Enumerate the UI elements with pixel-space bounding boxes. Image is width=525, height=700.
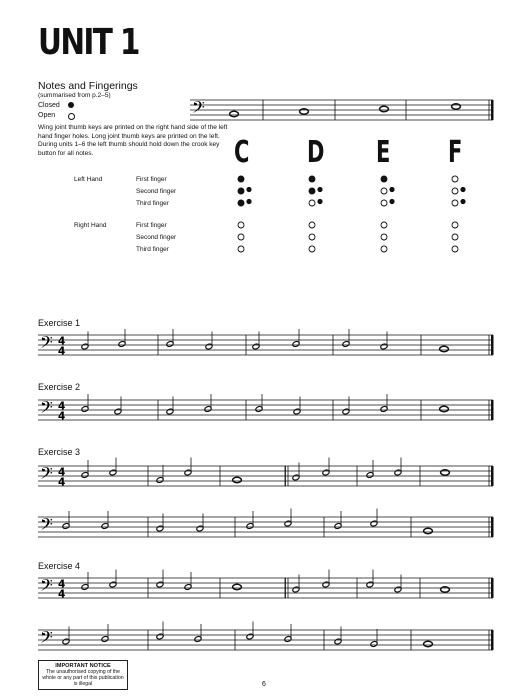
time-signature-top: 4: [58, 578, 66, 591]
notice-heading: IMPORTANT NOTICE: [55, 663, 111, 669]
time-signature-top: 4: [58, 466, 66, 479]
important-notice: [38, 660, 128, 690]
time-signature-bottom: 4: [58, 588, 66, 601]
whole-note: [424, 528, 433, 533]
right-hand-label: Right Hand: [74, 222, 107, 229]
note-letter-c: C: [234, 135, 250, 170]
open-hole-icon: [381, 222, 387, 228]
section-title: Notes and Fingerings: [38, 80, 138, 92]
left-second-finger-label: Second finger: [136, 188, 177, 195]
time-signature-top: 4: [58, 335, 66, 348]
open-hole-icon: [381, 188, 387, 194]
open-hole-icon: [309, 200, 315, 206]
note-letter-e: E: [376, 135, 391, 170]
bass-clef-icon: 𝄢: [40, 627, 53, 651]
time-signature-top: 4: [58, 400, 66, 413]
whole-note: [440, 406, 449, 411]
thumb-key-icon: [246, 199, 251, 204]
bass-clef-icon: 𝄢: [192, 97, 205, 121]
open-hole-icon: [238, 246, 244, 252]
left-first-finger-label: First finger: [136, 176, 167, 183]
whole-note: [233, 584, 242, 589]
open-hole-icon: [452, 176, 458, 182]
exercise-2-label: Exercise 2: [38, 382, 81, 392]
time-signature-bottom: 4: [58, 345, 66, 358]
final-bar-thick: [491, 100, 494, 120]
thumb-key-icon: [317, 199, 322, 204]
note-letter-d: D: [307, 135, 325, 170]
open-hole-icon: [309, 246, 315, 252]
closed-hole-icon: [238, 200, 244, 206]
closed-hole-icon: [309, 176, 315, 182]
thumb-key-icon: [389, 199, 394, 204]
closed-hole-icon: [381, 176, 387, 182]
open-hole-icon: [452, 222, 458, 228]
bass-clef-icon: 𝄢: [40, 397, 53, 421]
open-hole-icon: [238, 222, 244, 228]
open-hole-icon: [452, 246, 458, 252]
note-letter-f: F: [448, 135, 463, 170]
open-hole-icon: [452, 234, 458, 240]
left-third-finger-label: Third finger: [136, 200, 169, 207]
open-hole-icon: [238, 234, 244, 240]
section-subtitle: (summarised from p.2–5): [38, 92, 111, 99]
final-bar-thick: [491, 517, 494, 537]
exercise-1-label: Exercise 1: [38, 318, 81, 328]
bass-clef-icon: 𝄢: [40, 514, 53, 538]
open-hole-icon: [452, 200, 458, 206]
whole-note: [440, 346, 449, 351]
exercise-4-label: Exercise 4: [38, 561, 81, 571]
open-hole-icon: [309, 234, 315, 240]
open-hole-icon: [381, 246, 387, 252]
unit-title: UNIT 1: [38, 22, 139, 63]
time-signature-bottom: 4: [58, 476, 66, 489]
final-bar-thick: [491, 335, 494, 355]
whole-note: [230, 111, 239, 116]
notice-text: The unauthorised copying of the whole or any part of this publication is illegal: [42, 669, 124, 687]
bass-clef-icon: 𝄢: [40, 575, 53, 599]
legend-open-label: Open: [38, 112, 56, 119]
final-bar-thick: [491, 578, 494, 598]
thumb-key-icon: [246, 187, 251, 192]
final-bar-thick: [491, 630, 494, 650]
bass-clef-icon: 𝄢: [40, 463, 53, 487]
right-second-finger-label: Second finger: [136, 234, 177, 241]
fingering-description: Wing joint thumb keys are printed on the right hand side of the left hand finger holes. Long joint thumb keys are printed on the left. During units 1–6 the left thumb should hold down the crook key button for all notes.: [38, 124, 228, 157]
whole-note: [424, 641, 433, 646]
closed-hole-icon: [309, 188, 315, 194]
right-third-finger-label: Third finger: [136, 246, 169, 253]
whole-note: [233, 477, 242, 482]
left-hand-label: Left Hand: [74, 176, 103, 183]
exercise-3-label: Exercise 3: [38, 447, 81, 457]
open-hole-icon: [309, 222, 315, 228]
open-hole-icon: [381, 234, 387, 240]
final-bar-thick: [491, 400, 494, 420]
thumb-key-icon: [317, 187, 322, 192]
thumb-key-icon: [460, 187, 465, 192]
page-number: 6: [262, 681, 266, 688]
legend-closed-label: Closed: [38, 102, 60, 109]
right-first-finger-label: First finger: [136, 222, 167, 229]
final-bar-thick: [491, 466, 494, 486]
closed-hole-icon: [238, 188, 244, 194]
thumb-key-icon: [389, 187, 394, 192]
time-signature-bottom: 4: [58, 410, 66, 423]
open-hole-icon: [381, 200, 387, 206]
closed-hole-icon: [238, 176, 244, 182]
open-hole-icon: [452, 188, 458, 194]
whole-note: [380, 106, 389, 111]
thumb-key-icon: [460, 199, 465, 204]
bass-clef-icon: 𝄢: [40, 332, 53, 356]
